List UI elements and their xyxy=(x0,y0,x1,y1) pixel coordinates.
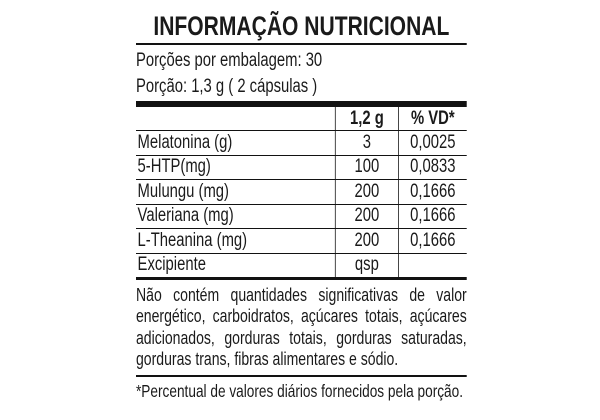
table-row-valeriana xyxy=(136,205,467,230)
servings-per-package: Porções por embalagem: 30 xyxy=(136,50,323,71)
ingredient-amount: 200 xyxy=(335,229,398,253)
table-header-row xyxy=(136,107,467,131)
header-cell-ingredient xyxy=(136,107,335,130)
ingredient-amount: 200 xyxy=(335,180,398,204)
disclaimer-paragraph xyxy=(136,285,467,371)
ingredient-daily-value xyxy=(398,254,467,278)
ingredient-amount: 100 xyxy=(335,156,398,180)
disclaimer-line: gorduras trans, fibras alimentares e sódio. xyxy=(136,349,399,370)
ingredient-daily-value: 0,0833 xyxy=(398,156,467,180)
ingredient-amount: qsp xyxy=(335,254,398,278)
nutrition-table xyxy=(136,101,467,280)
ingredient-amount: 200 xyxy=(335,205,398,229)
nutrition-facts-label xyxy=(136,12,467,401)
ingredient-daily-value: 0,1666 xyxy=(398,180,467,204)
ingredient-name: Mulungu (mg) xyxy=(137,180,229,202)
ingredient-amount: 3 xyxy=(335,131,398,155)
serving-size: Porção: 1,3 g ( 2 cápsulas ) xyxy=(136,76,318,97)
ingredient-daily-value: 0,1666 xyxy=(398,229,467,253)
table-row-excipiente xyxy=(136,254,467,278)
disclaimer-line: energético, carboidratos, açúcares totais, açúcares xyxy=(136,306,467,327)
table-row-melatonina xyxy=(136,131,467,156)
header-cell-amount: 1,2 g xyxy=(335,107,398,130)
footnote-divider xyxy=(136,375,467,377)
disclaimer-line: Não contém quantidades significativas de valor xyxy=(136,285,467,305)
ingredient-name: Melatonina (g) xyxy=(137,131,233,153)
header-cell-daily-value: % VD* xyxy=(398,107,467,130)
daily-value-footnote: *Percentual de valores diários fornecidos pela porção. xyxy=(136,380,464,401)
ingredient-name: Valeriana (mg) xyxy=(137,205,234,227)
table-row-mulungu xyxy=(136,180,467,205)
servings-info xyxy=(136,45,467,100)
ingredient-daily-value: 0,1666 xyxy=(398,205,467,229)
ingredient-name: 5-HTP(mg) xyxy=(137,156,211,178)
table-row-ltheanina xyxy=(136,229,467,254)
nutrition-title: INFORMAÇÃO NUTRICIONAL xyxy=(153,11,450,41)
ingredient-daily-value: 0,0025 xyxy=(398,131,467,155)
ingredient-name: L-Theanina (mg) xyxy=(137,229,248,251)
ingredient-name: Excipiente xyxy=(137,254,206,276)
disclaimer-line: adicionados, gorduras totais, gorduras saturadas, xyxy=(136,327,467,348)
table-row-5htp xyxy=(136,156,467,181)
